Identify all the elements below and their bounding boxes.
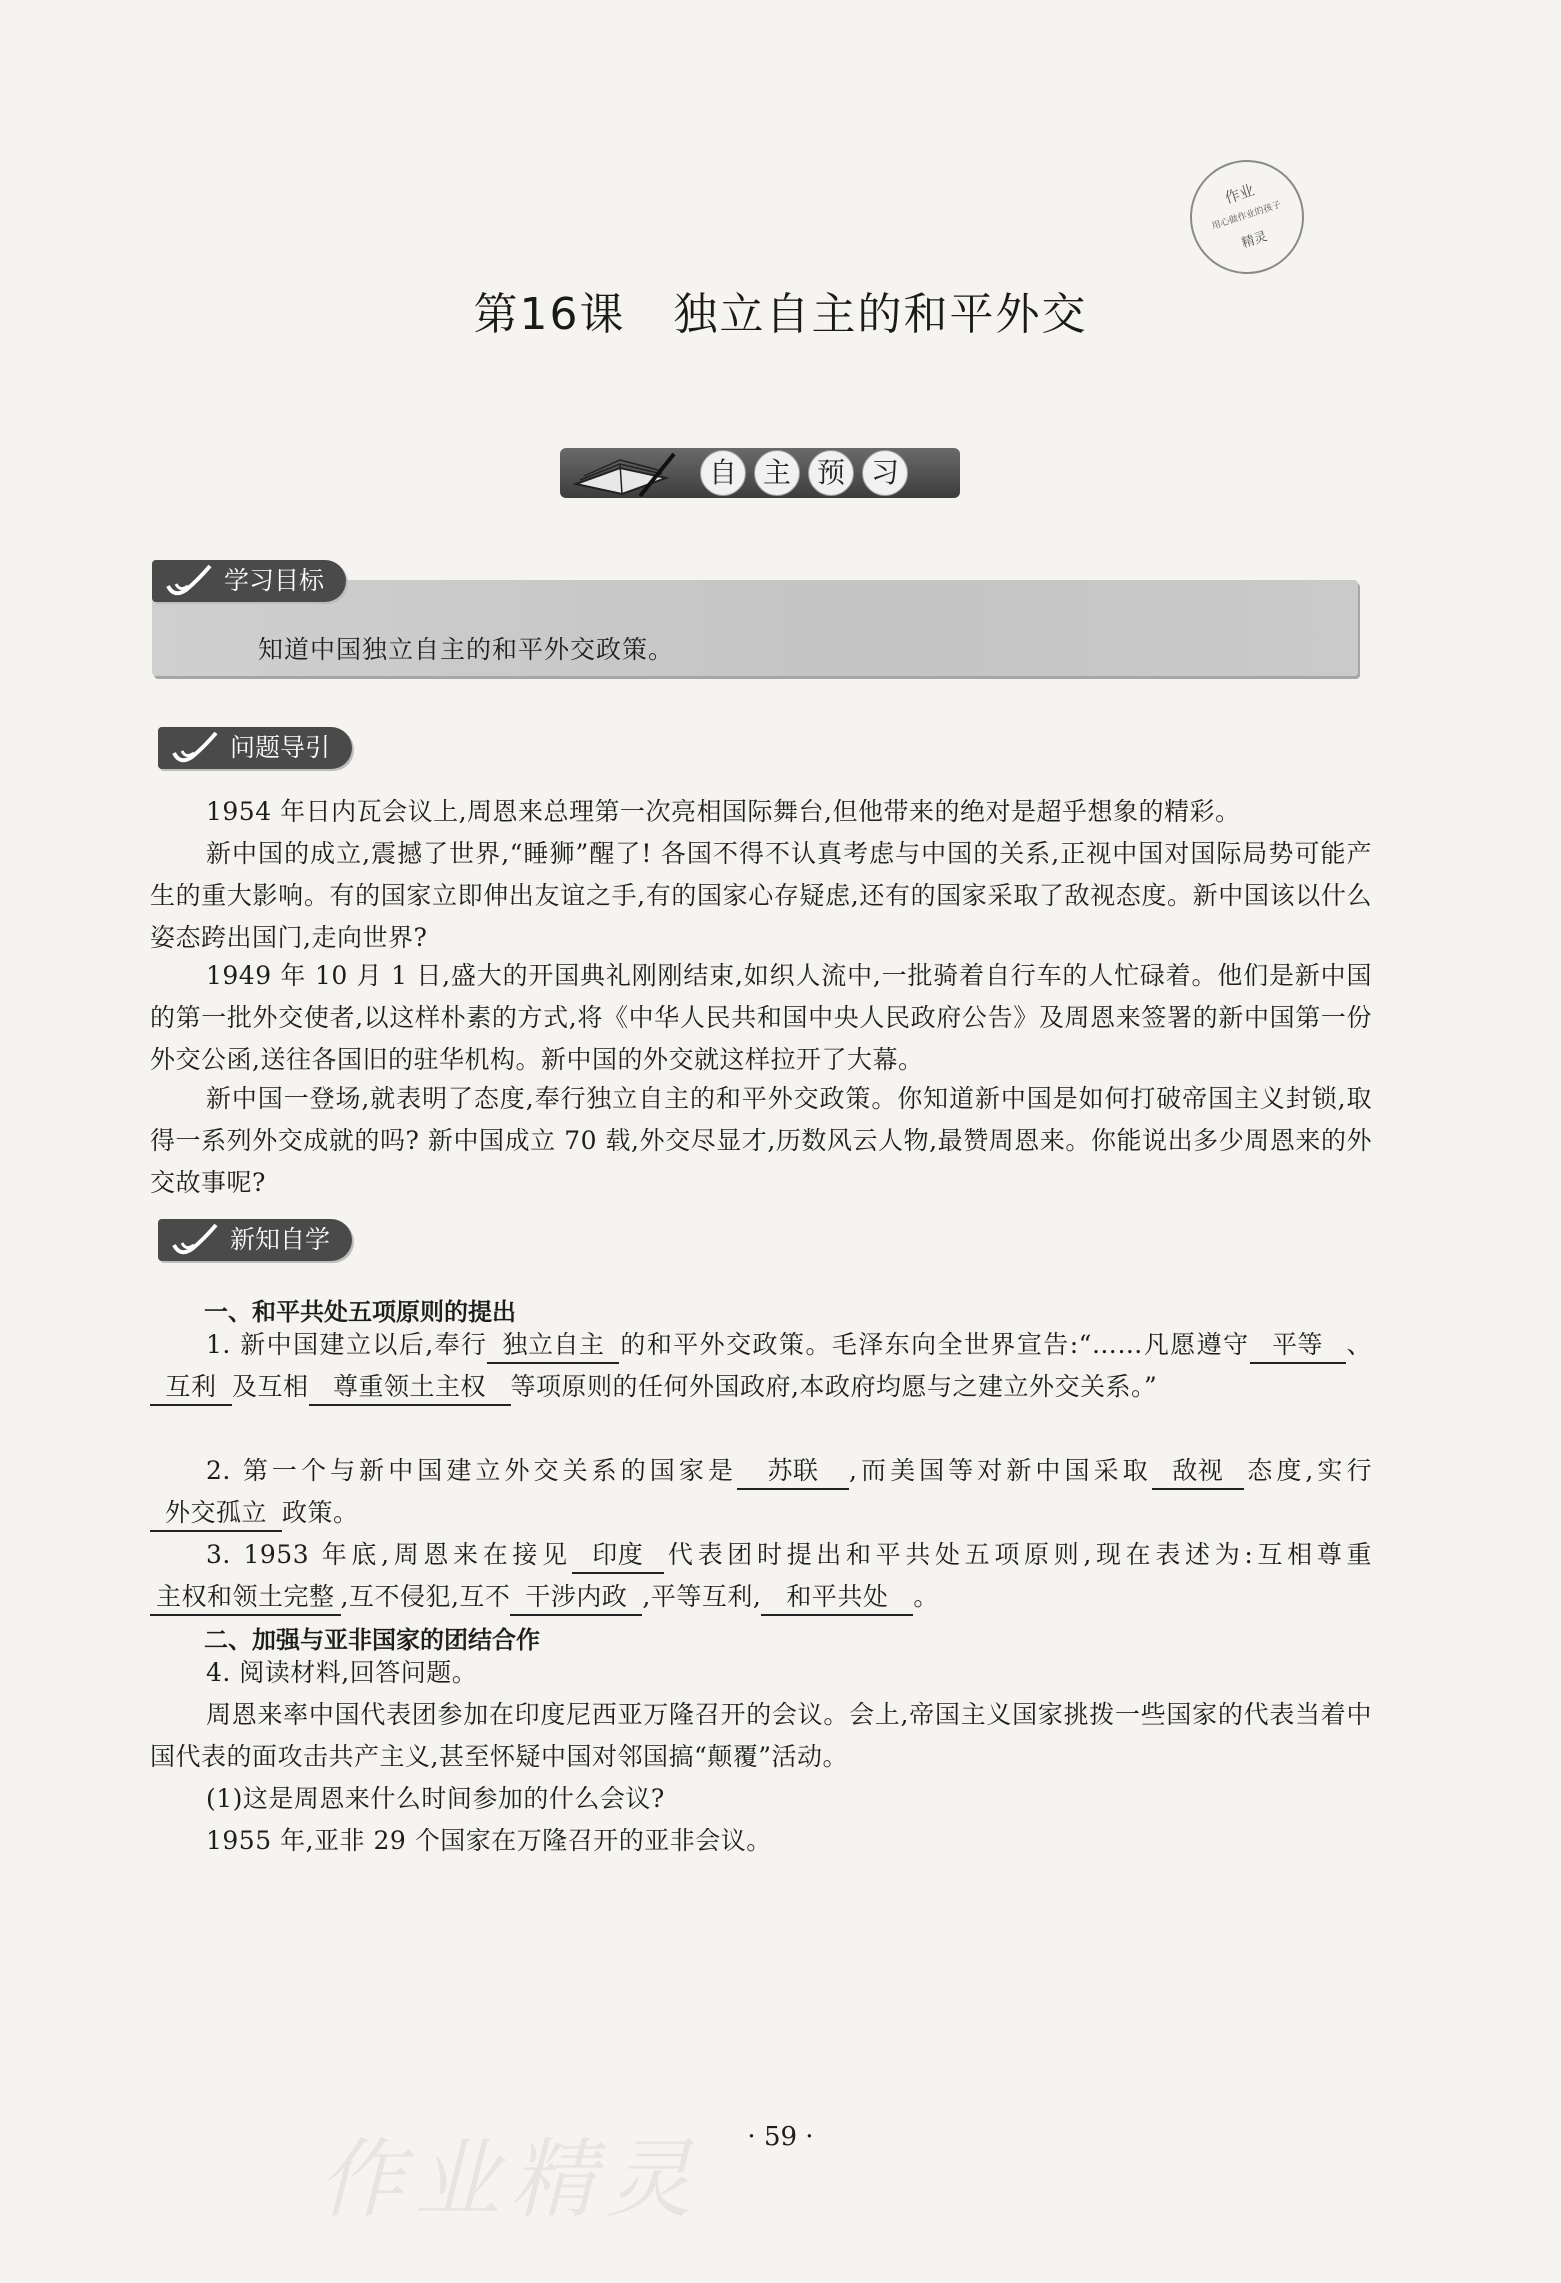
q2-text-a: 2. 第一个与新中国建立外交关系的国家是: [206, 1456, 738, 1485]
banner-char-2: 主: [754, 450, 800, 496]
question-2: [150, 1450, 1372, 1534]
reading-material: 周恩来率中国代表团参加在印度尼西亚万隆召开的会议。会上,帝国主义国家挑拨一些国家的代表当着中国代表的面攻击共产主义,甚至怀疑中国对邻国搞“颠覆”活动。: [150, 1700, 1372, 1771]
q2-text-d: 政策。: [282, 1498, 359, 1527]
section-tab-study-label: 新知自学: [230, 1225, 331, 1254]
banner-char-3: 预: [808, 450, 854, 496]
lesson-name: 独立自主的和平外交: [673, 289, 1088, 340]
q2-text-c: 态度,实行: [1243, 1456, 1372, 1485]
section-tab-guide: [158, 727, 352, 769]
q3-text-c: ,互不侵犯,互不: [340, 1582, 511, 1611]
banner-char-1: 自: [700, 450, 746, 496]
q2-text-b: ,而美国等对新中国采取: [849, 1456, 1152, 1485]
q1-text-d: 及互相: [232, 1372, 309, 1401]
swoosh-icon: [170, 731, 220, 765]
section-tab-goal: [152, 560, 346, 602]
question-1: [150, 1324, 1372, 1408]
banner-char-4: 习: [862, 450, 908, 496]
stamp-line-1: 作业: [1222, 180, 1257, 208]
heading-asia-africa: 二、加强与亚非国家的团结合作: [204, 1626, 540, 1654]
section-tab-study: [158, 1219, 352, 1261]
guide-paragraph-4: 新中国一登场,就表明了态度,奉行独立自主的和平外交政策。你知道新中国是如何打破帝国主义封锁,取得一系列外交成就的吗? 新中国成立 70 载,外交尽显才,历数风云人物,最赞周恩来。你能说出多少周恩来的外交故事呢?: [150, 1084, 1372, 1197]
q3-text-b: 代表团时提出和平共处五项原则,现在表述为:互相尊重: [663, 1540, 1372, 1569]
q1-text-e: 等项原则的任何外国政府,本政府均愿与之建立外交关系。”: [510, 1372, 1158, 1401]
stamp-seal: [1175, 145, 1319, 289]
question-3: [150, 1534, 1372, 1618]
q2-answer-2: 敌视: [1152, 1454, 1244, 1490]
q3-answer-4: 和平共处: [761, 1580, 913, 1616]
q3-text-d: ,平等互利,: [642, 1582, 762, 1611]
page-title: [0, 278, 1561, 342]
swoosh-icon: [170, 1223, 220, 1257]
q1-answer-3: 互利: [150, 1370, 232, 1406]
book-pen-icon: [570, 444, 680, 500]
swoosh-icon: [164, 564, 214, 598]
q3-text-e: 。: [913, 1582, 939, 1611]
q3-answer-3: 干涉内政: [510, 1580, 642, 1616]
guide-paragraph-2: 新中国的成立,震撼了世界,“睡狮”醒了! 各国不得不认真考虑与中国的关系,正视中国对国际局势可能产生的重大影响。有的国家立即伸出友谊之手,有的国家心存疑虑,还有的国家采取了敌视态度。新中国该以什么姿态跨出国门,走向世界?: [150, 839, 1372, 952]
q1-text-c: 、: [1345, 1330, 1372, 1359]
q1-answer-4: 尊重领土主权: [309, 1370, 511, 1406]
stamp-line-2: 用心做作业的孩子: [1210, 200, 1283, 232]
q3-answer-1: 印度: [572, 1538, 664, 1574]
q1-answer-1: 独立自主: [487, 1328, 619, 1364]
sub-question-1: (1)这是周恩来什么时间参加的什么会议?: [206, 1784, 665, 1813]
guide-paragraph-3: 1949 年 10 月 1 日,盛大的开国典礼刚刚结束,如织人流中,一批骑着自行车的人忙碌着。他们是新中国的第一批外交使者,以这样朴素的方式,将《中华人民共和国中央人民政府公告》及周恩来签署的新中国第一份外交公函,送往各国旧的驻华机构。新中国的外交就这样拉开了大幕。: [150, 961, 1372, 1074]
preview-banner: [560, 448, 960, 498]
goal-text: 知道中国独立自主的和平外交政策。: [258, 635, 675, 664]
q1-answer-2: 平等: [1250, 1328, 1346, 1364]
sub-answer-1: 1955 年,亚非 29 个国家在万隆召开的亚非会议。: [206, 1826, 772, 1855]
page-number: · 59 ·: [747, 2122, 814, 2152]
section-tab-guide-label: 问题导引: [230, 733, 331, 762]
watermark: 作业精灵: [318, 2130, 702, 2230]
q2-answer-1: 苏联: [737, 1454, 849, 1490]
q2-answer-3: 外交孤立: [150, 1496, 282, 1532]
section-tab-goal-label: 学习目标: [224, 566, 325, 595]
q3-text-a: 3. 1953 年底,周恩来在接见: [206, 1540, 572, 1569]
question-4: 4. 阅读材料,回答问题。: [206, 1658, 478, 1687]
q1-text-b: 的和平外交政策。毛泽东向全世界宣告:“……凡愿遵守: [619, 1330, 1250, 1359]
q1-text-a: 1. 新中国建立以后,奉行: [206, 1330, 488, 1359]
heading-five-principles: 一、和平共处五项原则的提出: [204, 1298, 516, 1326]
stamp-line-3: 精灵: [1239, 229, 1270, 252]
lesson-number: 第16课: [473, 289, 626, 340]
q3-answer-2: 主权和领土完整: [150, 1580, 341, 1616]
guide-paragraph-1: 1954 年日内瓦会议上,周恩来总理第一次亮相国际舞台,但他带来的绝对是超乎想象的精彩。: [206, 797, 1241, 826]
